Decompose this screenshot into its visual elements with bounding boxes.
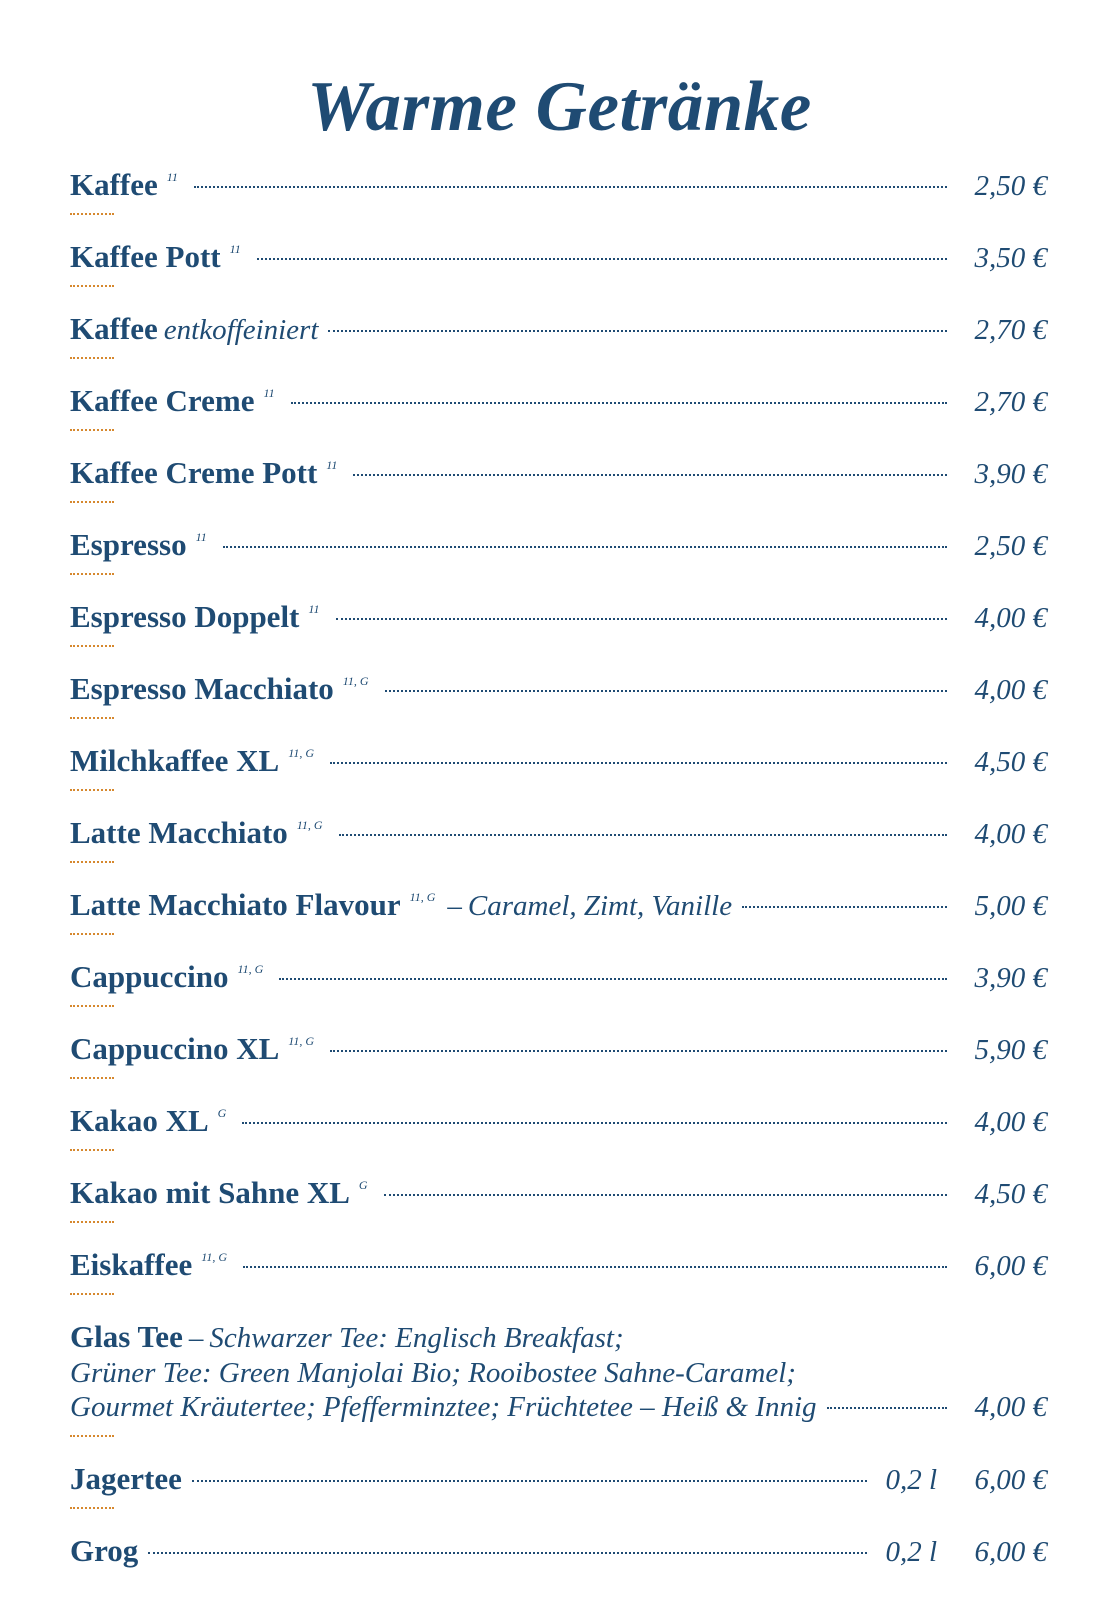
- dot-leader: [330, 762, 947, 764]
- menu-item: [70, 1245, 1047, 1317]
- dotted-divider: [70, 1077, 114, 1079]
- dot-leader: [827, 1407, 947, 1409]
- dotted-divider: [70, 357, 114, 359]
- menu-item: [70, 957, 1047, 1029]
- tea-varieties-3: Gourmet Kräutertee; Pfefferminztee; Früchtetee – Heiß & Innig: [70, 1391, 817, 1423]
- item-price: 4,00 €: [974, 1391, 1047, 1423]
- item-flavours: Caramel, Zimt, Vanille: [467, 890, 733, 922]
- tea-varieties-1: Schwarzer Tee: Englisch Breakfast;: [209, 1322, 624, 1354]
- dotted-divider: [70, 717, 114, 719]
- dot-leader: [242, 1122, 947, 1124]
- dot-leader: [328, 330, 947, 332]
- dotted-divider: [70, 1293, 114, 1295]
- dotted-divider: [70, 285, 114, 287]
- item-name: Latte Macchiato Flavour: [70, 887, 401, 922]
- menu-row: [70, 813, 1047, 853]
- item-price: 4,00 €: [974, 1106, 1047, 1138]
- item-name: Glas Tee: [70, 1319, 183, 1354]
- item-name: Kakao XL: [70, 1103, 209, 1138]
- allergen-note: 11, G: [201, 1250, 228, 1264]
- menu-item: [70, 1459, 1047, 1531]
- dot-leader: [223, 546, 947, 548]
- item-name: Cappuccino: [70, 959, 229, 994]
- item-price: 4,00 €: [974, 818, 1047, 850]
- allergen-note: 11, G: [342, 674, 369, 688]
- item-price: 2,70 €: [974, 314, 1047, 346]
- menu-row: [70, 1459, 1047, 1499]
- item-description: entkoffeiniert: [163, 314, 319, 346]
- menu-row: [70, 1531, 1047, 1571]
- menu-item: [70, 597, 1047, 669]
- menu-row: [70, 885, 1047, 925]
- dot-leader: [330, 1050, 947, 1052]
- dot-leader: [257, 258, 947, 260]
- menu-list: [70, 165, 1047, 1603]
- menu-item: [70, 309, 1047, 381]
- allergen-note: G: [217, 1106, 227, 1120]
- item-name: Kakao mit Sahne XL: [70, 1175, 350, 1210]
- menu-item: [70, 1029, 1047, 1101]
- dotted-divider: [70, 1149, 114, 1151]
- item-price: 4,50 €: [974, 746, 1047, 778]
- item-name: Eiskaffee: [70, 1247, 193, 1282]
- menu-row: [70, 525, 1047, 565]
- tea-line-3: [70, 1387, 1047, 1427]
- allergen-note: 11, G: [237, 962, 264, 976]
- item-price: 6,00 €: [974, 1536, 1047, 1568]
- item-price: 2,50 €: [974, 170, 1047, 202]
- dotted-divider: [70, 861, 114, 863]
- allergen-note: 11, G: [409, 890, 436, 904]
- item-name: Kaffee Pott: [70, 239, 221, 274]
- item-price: 6,00 €: [974, 1250, 1047, 1282]
- menu-row: [70, 1029, 1047, 1069]
- allergen-note: 11: [308, 602, 320, 616]
- item-price: 4,00 €: [974, 674, 1047, 706]
- item-price: 3,50 €: [974, 242, 1047, 274]
- item-size: 0,2 l: [885, 1536, 937, 1568]
- menu-row: [70, 1245, 1047, 1285]
- menu-item: [70, 669, 1047, 741]
- menu-item: [70, 165, 1047, 237]
- item-name: Espresso Doppelt: [70, 599, 300, 634]
- menu-item: [70, 885, 1047, 957]
- dotted-divider: [70, 1221, 114, 1223]
- allergen-note: 11: [195, 530, 207, 544]
- item-name: Espresso: [70, 527, 187, 562]
- dot-leader: [353, 474, 947, 476]
- menu-item: [70, 381, 1047, 453]
- dash-separator: –: [188, 1322, 204, 1354]
- dotted-divider: [70, 933, 114, 935]
- item-name: Latte Macchiato: [70, 815, 288, 850]
- menu-row: [70, 165, 1047, 205]
- dotted-divider: [70, 501, 114, 503]
- menu-item: [70, 813, 1047, 885]
- allergen-note: 11, G: [288, 746, 314, 760]
- menu-row: [70, 669, 1047, 709]
- allergen-note: 11: [229, 242, 241, 256]
- item-price: 5,00 €: [974, 890, 1047, 922]
- dotted-divider: [70, 1507, 114, 1509]
- allergen-note: 11: [263, 386, 275, 400]
- item-price: 4,00 €: [974, 602, 1047, 634]
- dot-leader: [339, 834, 947, 836]
- dot-leader: [243, 1266, 947, 1268]
- allergen-note: 11, G: [296, 818, 323, 832]
- dot-leader: [742, 906, 947, 908]
- dash-separator: –: [447, 890, 462, 922]
- tea-varieties-2: Grüner Tee: Green Manjolai Bio; Rooibostee Sahne-Caramel;: [70, 1357, 796, 1389]
- item-name: Kaffee Creme: [70, 383, 255, 418]
- allergen-note: 11, G: [288, 1034, 315, 1048]
- menu-row: [70, 1173, 1047, 1213]
- menu-row: [70, 309, 1047, 349]
- menu-item: [70, 237, 1047, 309]
- item-size: 0,2 l: [885, 1464, 937, 1496]
- menu-item: [70, 525, 1047, 597]
- dot-leader: [194, 186, 947, 188]
- menu-item: [70, 1101, 1047, 1173]
- dotted-divider: [70, 1005, 114, 1007]
- dotted-divider: [70, 1435, 114, 1437]
- dotted-divider: [70, 789, 114, 791]
- dot-leader: [291, 402, 947, 404]
- page-title: Warme Getränke: [307, 68, 812, 146]
- allergen-note: G: [358, 1178, 368, 1192]
- menu-row: [70, 957, 1047, 997]
- menu-item: [70, 453, 1047, 525]
- menu-item: [70, 741, 1047, 813]
- item-price: 3,90 €: [974, 962, 1047, 994]
- dot-leader: [148, 1552, 867, 1554]
- item-name: Kaffee Creme Pott: [70, 455, 318, 490]
- menu-item-tea: [70, 1317, 1047, 1459]
- dot-leader: [192, 1480, 867, 1482]
- menu-row: [70, 237, 1047, 277]
- dotted-divider: [70, 645, 114, 647]
- dotted-divider: [70, 213, 114, 215]
- item-name: Cappuccino XL: [70, 1031, 280, 1066]
- allergen-note: 11: [326, 458, 338, 472]
- item-price: 2,70 €: [974, 386, 1047, 418]
- item-name: Espresso Macchiato: [70, 671, 334, 706]
- dot-leader: [279, 978, 947, 980]
- menu-item: [70, 1531, 1047, 1603]
- menu-row: [70, 597, 1047, 637]
- menu-item: [70, 1173, 1047, 1245]
- allergen-note: 11: [166, 170, 178, 184]
- item-price: 2,50 €: [974, 530, 1047, 562]
- item-name: Kaffee: [70, 167, 158, 202]
- tea-line-1: [70, 1317, 624, 1357]
- dot-leader: [336, 618, 948, 620]
- dot-leader: [384, 1194, 947, 1196]
- dotted-divider: [70, 429, 114, 431]
- item-name: Jagertee: [70, 1461, 182, 1496]
- menu-row: [70, 381, 1047, 421]
- dot-leader: [385, 690, 947, 692]
- item-price: 5,90 €: [974, 1034, 1047, 1066]
- item-name: Milchkaffee XL: [70, 743, 280, 778]
- item-price: 3,90 €: [974, 458, 1047, 490]
- dotted-divider: [70, 573, 114, 575]
- item-name: Kaffee: [70, 311, 158, 346]
- menu-row: [70, 1101, 1047, 1141]
- menu-row: [70, 741, 1047, 781]
- menu-row: [70, 453, 1047, 493]
- item-price: 4,50 €: [974, 1178, 1047, 1210]
- item-name: Grog: [70, 1533, 139, 1568]
- item-price: 6,00 €: [974, 1464, 1047, 1496]
